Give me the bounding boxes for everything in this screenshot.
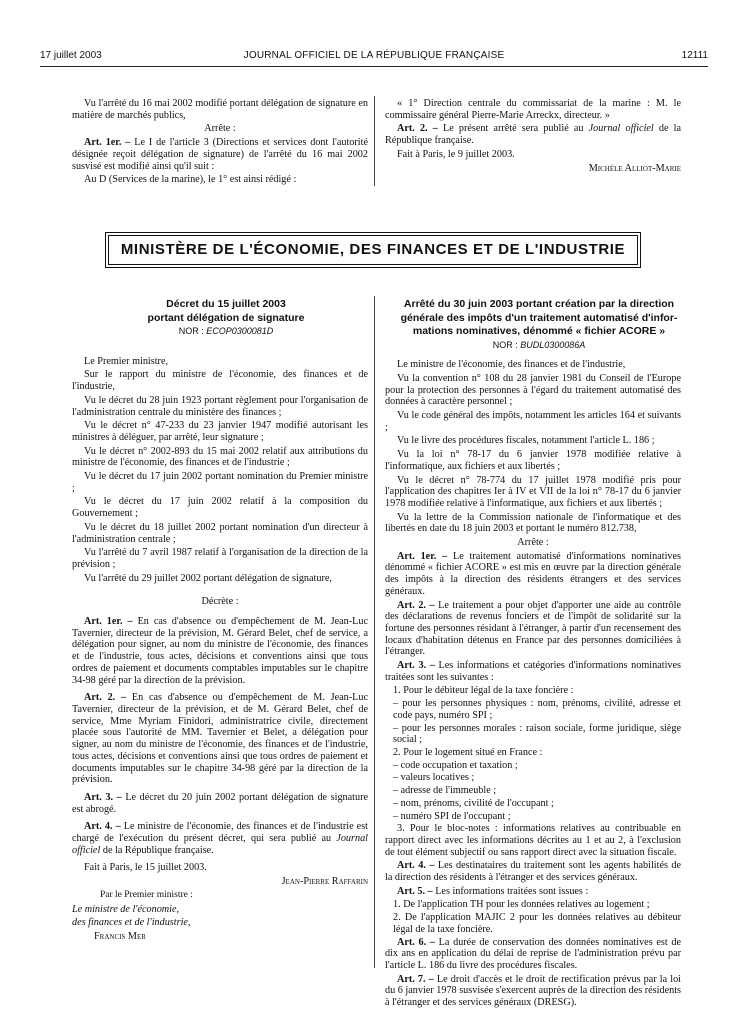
decree-title-line2: portant délégation de signature — [147, 311, 305, 324]
arrete-visa: Vu le décret n° 78-774 du 17 juillet 1978 modifié pris pour l'application des chapitres Ier à IV et VII de la loi n° 78-17 du 6 janvier 1978 modifiée relative à l'informatique, aux fichiers et aux libertés ; — [385, 474, 681, 509]
page-header — [40, 50, 708, 64]
arrete-source-list — [385, 899, 681, 935]
header-date: 17 juillet 2003 — [40, 50, 102, 61]
decree-article-3: Art. 3. – Le décret du 20 juin 2002 portant délégation de signature est abrogé. — [72, 791, 368, 815]
decree-article-4: Art. 4. – Le ministre de l'économie, des finances et de l'industrie est chargé de l'exécution du présent décret, qui sera publié au Journal officiel de la République française. — [72, 821, 368, 856]
list-item: – adresse de l'immeuble ; — [393, 785, 497, 797]
decree-visa: Vu l'arrêté du 7 avril 1987 relatif à l'organisation de la direction de la prévision ; — [72, 547, 368, 570]
arrete-article-3: Art. 3. – Les informations et catégories d'informations nominatives traitées sont les suivantes : — [385, 660, 681, 683]
list-item: – nom, prénoms, civilité de l'occupant ; — [393, 797, 554, 809]
top-column-divider — [374, 96, 375, 186]
top-left-arrete: Arrête : — [204, 123, 236, 135]
decree-visa: Vu l'arrêté du 29 juillet 2002 portant délégation de signature, — [84, 572, 332, 584]
top-left-column — [72, 98, 368, 188]
arrete-visa: Le ministre de l'économie, des finances et de l'industrie, — [397, 359, 626, 371]
header-rule — [40, 66, 708, 67]
top-right-fait: Fait à Paris, le 9 juillet 2003. — [397, 148, 515, 160]
arrete-visa: Vu le livre des procédures fiscales, notamment l'article L. 186 ; — [397, 435, 655, 447]
list-item: – numéro SPI de l'occupant ; — [393, 810, 511, 822]
arrete-article-4: Art. 4. – Les destinataires du traitement sont les agents habilités de la direction des résidents à l'étranger et des services généraux. — [385, 860, 681, 884]
arrete-article-6: Art. 6. – La durée de conservation des données nominatives est de dix ans en application du délai de reprise de l'administration prévu par l'article L. 186 du livre des procédures fiscales. — [385, 936, 681, 971]
minister-role-line1: Le ministre de l'économie, — [72, 903, 180, 915]
list-item: – pour les personnes morales : raison sociale, forme juridique, siège social ; — [393, 722, 681, 746]
decree-intro: Le Premier ministre, — [84, 355, 169, 367]
decree-nor: NOR : ECOP0300081D — [178, 326, 274, 336]
list-item: 2. Pour le logement situé en France : — [393, 747, 543, 758]
bottom-column-divider — [374, 296, 375, 968]
decree-par-le: Par le Premier ministre : — [100, 889, 193, 900]
decree-article-2: Art. 2. – En cas d'absence ou d'empêchement de M. Jean-Luc Tavernier, directeur de la prévision, et de M. Gérard Belet, chef de service, Mme Myriam Finidori, administratrice civile, directement placée sous l'autorité de MM. Tavernier et Belet, a délégation pour signer, au nom du ministre de l'économie, des finances et de l'industrie, tous actes, décisions et conventions ainsi que tous ordres de paiement et documents imputables sur le chapitre 34-98 géré par la direction de la prévision. — [72, 692, 368, 786]
arrete-information-list — [385, 685, 681, 822]
minister-role-line2: des finances et de l'industrie, — [72, 917, 191, 929]
decree-visa: Vu le décret du 17 juin 2002 relatif à la composition du Gouvernement ; — [72, 496, 368, 520]
list-item: – valeurs locatives ; — [393, 772, 475, 784]
decree-decrete: Décrète : — [201, 596, 239, 608]
top-left-art1: Art. 1er. – Le I de l'article 3 (Directions et services dont l'autorité désignée reçoit délégation de signature) de l'arrêté du 16 mai 2002 susvisé est modifié ainsi qu'il suit : — [72, 137, 368, 172]
decree-article-1: Art. 1er. – En cas d'absence ou d'empêchement de M. Jean-Luc Tavernier, directeur de la prévision, M. Gérard Belet, chef de service, a délégation pour signer, au nom du ministre de l'économie, des finances et de l'industrie, tous actes, décisions et conventions ainsi que tous ordres de paiement et documents comptables imputables sur le chapitre 34-98 géré par la direction de la prévision. — [72, 616, 369, 686]
arrete-article-7: Art. 7. – Le droit d'accès et le droit de rectification prévus par la loi du 6 janvier 1978 susvisée s'exercent auprès de la direction des résidents à l'étranger et des services généraux (DRESG). — [385, 973, 682, 1009]
arrete-visa: Vu le code général des impôts, notamment les articles 164 et suivants ; — [385, 410, 681, 433]
list-item: 2. De l'application MAJIC 2 pour les données relatives au débiteur légal de la taxe foncière. — [393, 912, 681, 935]
decree-fait: Fait à Paris, le 15 juillet 2003. — [84, 862, 207, 874]
top-right-quote: « 1° Direction centrale du commissariat de la marine : M. le commissaire général Pierre-Marie Arreckx, directeur. » — [385, 98, 681, 121]
arrete-title-line1: Arrêté du 30 juin 2003 portant création par la direction — [403, 298, 675, 310]
top-right-signature: Michèle Alliot-Marie — [588, 162, 681, 174]
top-right-art2: Art. 2. – Le présent arrêté sera publié au Journal officiel de la République française. — [385, 123, 682, 147]
decree-visa: Vu le décret n° 2002-893 du 15 mai 2002 relatif aux attributions du ministre de l'économie, des finances et de l'industrie ; — [72, 445, 368, 469]
arrete-article-5: Art. 5. – Les informations traitées sont issues : — [397, 885, 589, 897]
arrete-arrete: Arrête : — [517, 537, 549, 549]
left-decree-column — [72, 299, 368, 945]
list-item: – code occupation et taxation ; — [393, 759, 518, 771]
decree-visa: Vu le décret du 18 juillet 2002 portant nomination d'un directeur à l'administration centrale ; — [72, 521, 368, 545]
arrete-visa: Vu la lettre de la Commission nationale de l'informatique et des libertés en date du 18 juin 2003 et portant le numéro 812.738, — [385, 511, 681, 535]
arrete-article-1: Art. 1er. – Le traitement automatisé d'informations nominatives dénommé « fichier ACORE » est mis en œuvre par la direction générale des impôts à la direction des résidents étrangers et des services généraux. — [385, 550, 681, 597]
arrete-nor: NOR : BUDL0300086A — [492, 339, 586, 350]
arrete-visa: Vu la convention n° 108 du 28 janvier 1981 du Conseil de l'Europe pour la protection des personnes à l'égard du traitement automatisé des données à caractère personnel ; — [385, 372, 681, 408]
header-page-number: 12111 — [681, 50, 708, 61]
minister-name: Francis Mer — [94, 930, 146, 942]
decree-signature: Jean-Pierre Raffarin — [281, 876, 368, 888]
right-decree-column — [385, 299, 681, 1011]
ministry-banner: MINISTÈRE DE L'ÉCONOMIE, DES FINANCES ET DE L'INDUSTRIE — [108, 235, 638, 265]
decree-visa: Vu le décret du 28 juin 1923 portant règlement pour l'organisation de l'administration centrale du ministère des finances ; — [72, 394, 368, 418]
header-journal-title: JOURNAL OFFICIEL DE LA RÉPUBLIQUE FRANÇAISE — [243, 50, 505, 61]
list-item: – pour les personnes physiques : nom, prénoms, civilité, adresse et code pays, numéro SPI ; — [393, 698, 681, 721]
decree-visa: Vu le décret n° 47-233 du 23 janvier 1947 modifié autorisant les ministres à déléguer, par arrêté, leur signature ; — [72, 420, 368, 443]
top-left-visa: Vu l'arrêté du 16 mai 2002 modifié portant délégation de signature en matière de marchés publics, — [72, 98, 368, 121]
arrete-title-line2: générale des impôts d'un traitement automatisé d'infor- — [400, 311, 678, 324]
list-item: 1. Pour le débiteur légal de la taxe foncière : — [393, 685, 574, 697]
decree-title-line1: Décret du 15 juillet 2003 — [166, 298, 286, 310]
arrete-title-line3: mations nominatives, dénommé « fichier ACORE » — [412, 325, 666, 337]
list-item: 1. De l'application TH pour les données relatives au logement ; — [393, 899, 650, 911]
top-right-column — [385, 98, 681, 176]
arrete-article-2: Art. 2. – Le traitement a pour objet d'apporter une aide au contrôle des déclarations de revenus fonciers et de l'impôt de solidarité sur la fortune des personnes résidant à l'étranger, à partir d'un recensement des locaux d'habitation détenus en France par des personnes domiciliées à l'étranger. — [385, 599, 681, 658]
top-left-paragraph: Au D (Services de la marine), le 1° est ainsi rédigé : — [84, 174, 297, 186]
arrete-bloc-notes: 3. Pour le bloc-notes : informations relatives au contribuable en rapport direct avec les informations décrites au 1 et au 2, à l'exclusion de tout élément subjectif ou sans rapport direct avec la situation fiscale. — [385, 823, 681, 858]
decree-visa: Sur le rapport du ministre de l'économie, des finances et de l'industrie, — [72, 369, 368, 393]
arrete-visa: Vu la loi n° 78-17 du 6 janvier 1978 modifiée relative à l'informatique, aux fichiers et aux libertés ; — [385, 449, 681, 472]
decree-visa: Vu le décret du 17 juin 2002 portant nomination du Premier ministre ; — [72, 471, 368, 494]
